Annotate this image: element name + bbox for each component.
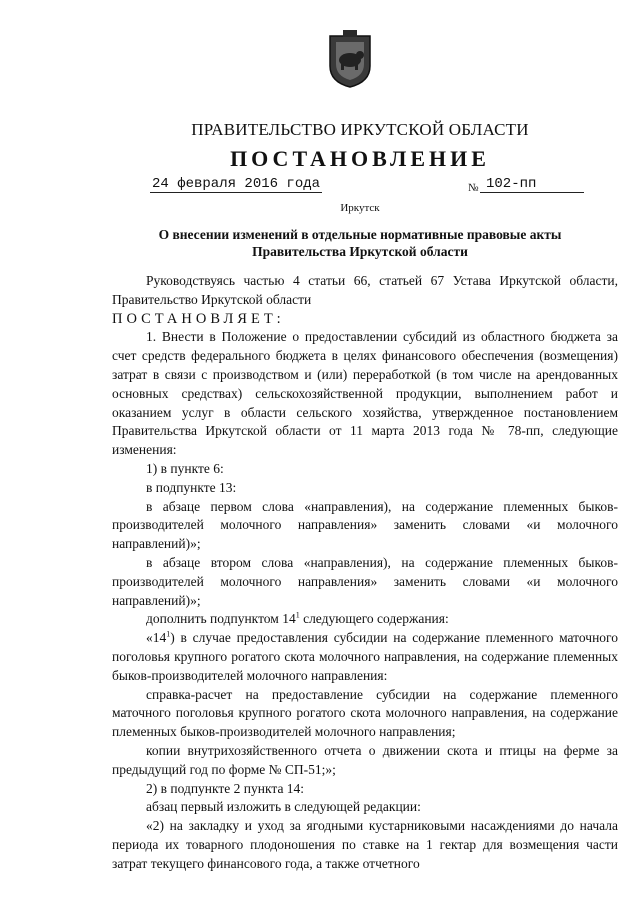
paragraph-subitem-1: 1) в пункте 6:	[146, 460, 224, 476]
paragraph-abzac-2: в абзаце втором слова «направления), на содержание племенных быков-производителей молочного направления» заменить словами «и молочного направлений)»;	[112, 554, 618, 608]
subject-line-2: Правительства Иркутской области	[252, 244, 468, 259]
paragraph-abzac-1: в абзаце первом слова «направления), на содержание племенных быков-производителей молочного направления» заменить словами «и молочного направлений)»;	[112, 498, 618, 552]
paragraph-abzac-first: абзац первый изложить в следующей редакции:	[146, 799, 421, 815]
text-fragment: следующего содержания:	[299, 611, 449, 627]
paragraph-item-1: 1. Внести в Положение о предоставлении субсидий из областного бюджета за счет средств федерального бюджета в целях финансового обеспечения (возмещения) затрат в связи с производством и (или) переработкой (в том числе на арендованных основных средствах) сельскохозяйственной продукции, выполнением работ и оказанием услуг в области сельского хозяйства, утвержденное постановлением Правительства Иркутской области от 11 марта 2013 года № 78-пп, следующие изменения:	[112, 329, 618, 458]
document-subject	[120, 226, 600, 260]
paragraph-report-copies: копии внутрихозяйственного отчета о движении скота и птицы на ферме за предыдущий год по форме № СП-51;»;	[112, 742, 618, 777]
paragraph-preamble: Руководствуясь частью 4 статьи 66, статьей 67 Устава Иркутской области, Правительство Иркутской области	[112, 273, 618, 307]
text-fragment: ) в случае предоставления субсидии на содержание племенного маточного поголовья крупного рогатого скота молочного направления, на содержание племенных быков-производителей молочного направления:	[112, 630, 618, 683]
paragraph-decree: ПОСТАНОВЛЯЕТ:	[112, 310, 285, 327]
paragraph-reference-calc: справка-расчет на предоставление субсидии на содержание племенного маточного поголовья крупного рогатого скота молочного направления, на содержание племенных быков-производителей молочного направления;	[112, 686, 618, 740]
coat-of-arms-icon	[327, 30, 373, 88]
city: Иркутск	[340, 202, 380, 214]
text-fragment: «14	[146, 630, 167, 646]
text-fragment: дополнить подпунктом 14	[146, 611, 296, 627]
document-type: ПОСТАНОВЛЕНИЕ	[230, 146, 490, 171]
paragraph-add-subitem	[112, 610, 618, 629]
subject-line-1: О внесении изменений в отдельные нормативные правовые акты	[158, 227, 562, 242]
document-body	[112, 272, 618, 874]
superscript: 1	[295, 610, 300, 620]
document-number: 102-пп	[480, 176, 584, 193]
superscript: 1	[166, 629, 171, 639]
paragraph-subitem-14-1	[112, 629, 618, 685]
paragraph-subitem-2: 2) в подпункте 2 пункта 14:	[146, 780, 305, 796]
paragraph-new-wording: «2) на закладку и уход за ягодными кустарниковыми насаждениями до начала периода их товарного плодоношения по ставке на 1 гектар для возмещения части затрат текущего финансового года, а также отчетного	[112, 818, 618, 871]
document-date: 24 февраля 2016 года	[152, 176, 321, 192]
government-title: ПРАВИТЕЛЬСТВО ИРКУТСКОЙ ОБЛАСТИ	[191, 120, 529, 139]
number-label: №	[468, 182, 479, 194]
paragraph-subitem-13: в подпункте 13:	[146, 479, 237, 495]
